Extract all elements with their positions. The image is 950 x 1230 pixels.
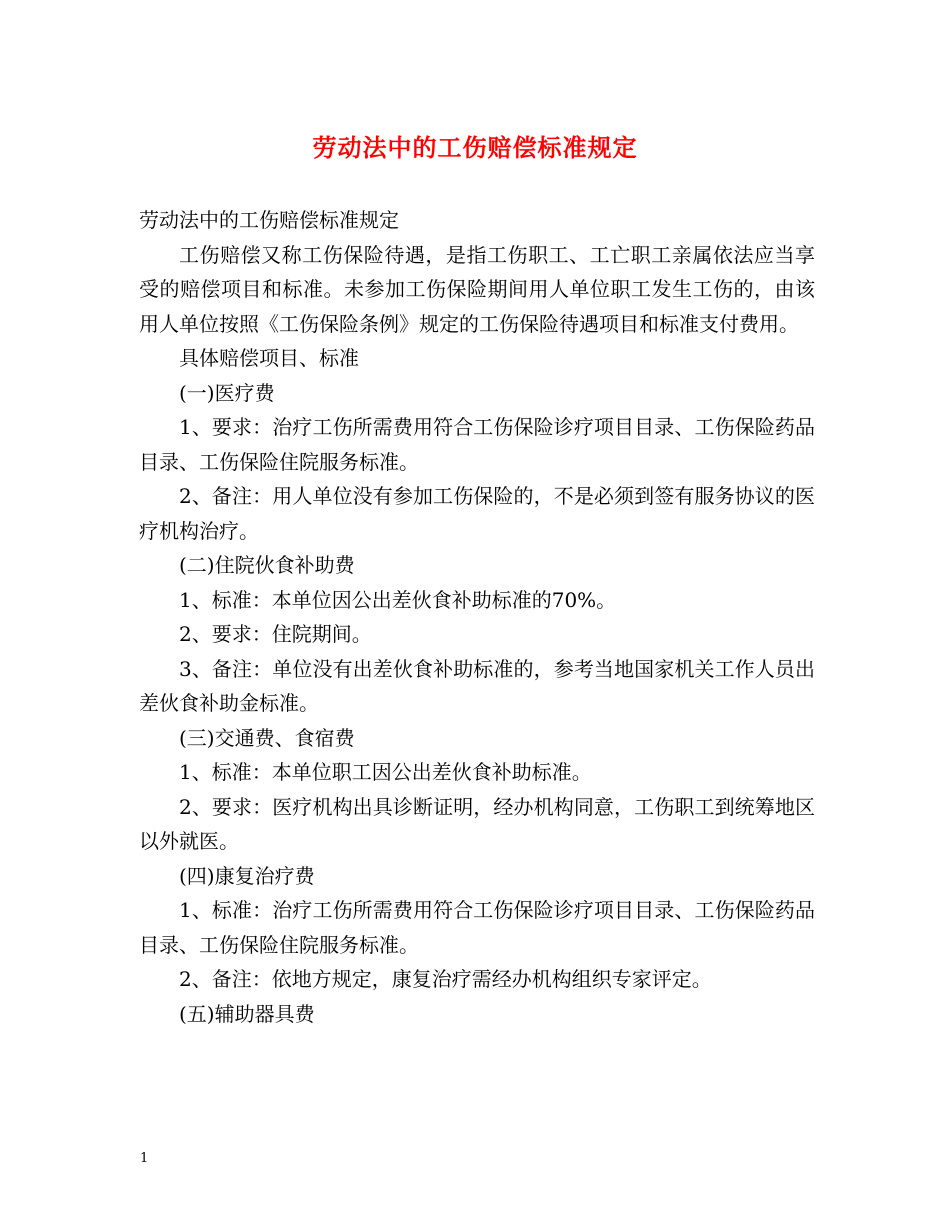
body-paragraph: (二)住院伙食补助费 xyxy=(179,553,355,577)
body-paragraph: (三)交通费、食宿费 xyxy=(179,725,355,750)
body-paragraph: 工伤赔偿又称工伤保险待遇，是指工伤职工、工亡职工亲属依法应当享受的赔偿项目和标准。未参加工伤保险期间用人单位职工发生工伤的，由该用人单位按照《工伤保险条例》规定的工伤保险待遇项目和标准支付费用。 xyxy=(139,242,815,336)
body-paragraph: 2、备注：用人单位没有参加工伤保险的，不是必须到签有服务协议的医疗机构治疗。 xyxy=(139,484,815,543)
body-paragraph: 1、要求：治疗工伤所需费用符合工伤保险诊疗项目目录、工伤保险药品目录、工伤保险住院服务标准。 xyxy=(139,415,815,474)
body-paragraph: (四)康复治疗费 xyxy=(179,863,315,888)
body-paragraph: 具体赔偿项目、标准 xyxy=(179,346,359,370)
document-body xyxy=(139,203,815,1031)
body-paragraph: 1、标准：治疗工伤所需费用符合工伤保险诊疗项目目录、工伤保险药品目录、工伤保险住院服务标准。 xyxy=(139,898,815,957)
body-paragraph: 3、备注：单位没有出差伙食补助标准的，参考当地国家机关工作人员出差伙食补助金标准。 xyxy=(139,656,815,715)
body-paragraph: 2、备注：依地方规定，康复治疗需经办机构组织专家评定。 xyxy=(179,967,712,991)
body-paragraph: (一)医疗费 xyxy=(179,380,275,405)
page-number: 1 xyxy=(140,1151,149,1166)
body-paragraph: 2、要求：医疗机构出具诊断证明，经办机构同意，工伤职工到统筹地区以外就医。 xyxy=(139,794,815,853)
body-paragraph: 劳动法中的工伤赔偿标准规定 xyxy=(139,208,399,232)
body-paragraph: 2、要求：住院期间。 xyxy=(179,622,372,646)
body-paragraph: 1、标准：本单位因公出差伙食补助标准的70%。 xyxy=(179,587,617,612)
document-title: 劳动法中的工伤赔偿标准规定 xyxy=(312,133,638,162)
body-paragraph: (五)辅助器具费 xyxy=(179,1001,315,1026)
body-paragraph: 1、标准：本单位职工因公出差伙食补助标准。 xyxy=(179,760,592,784)
